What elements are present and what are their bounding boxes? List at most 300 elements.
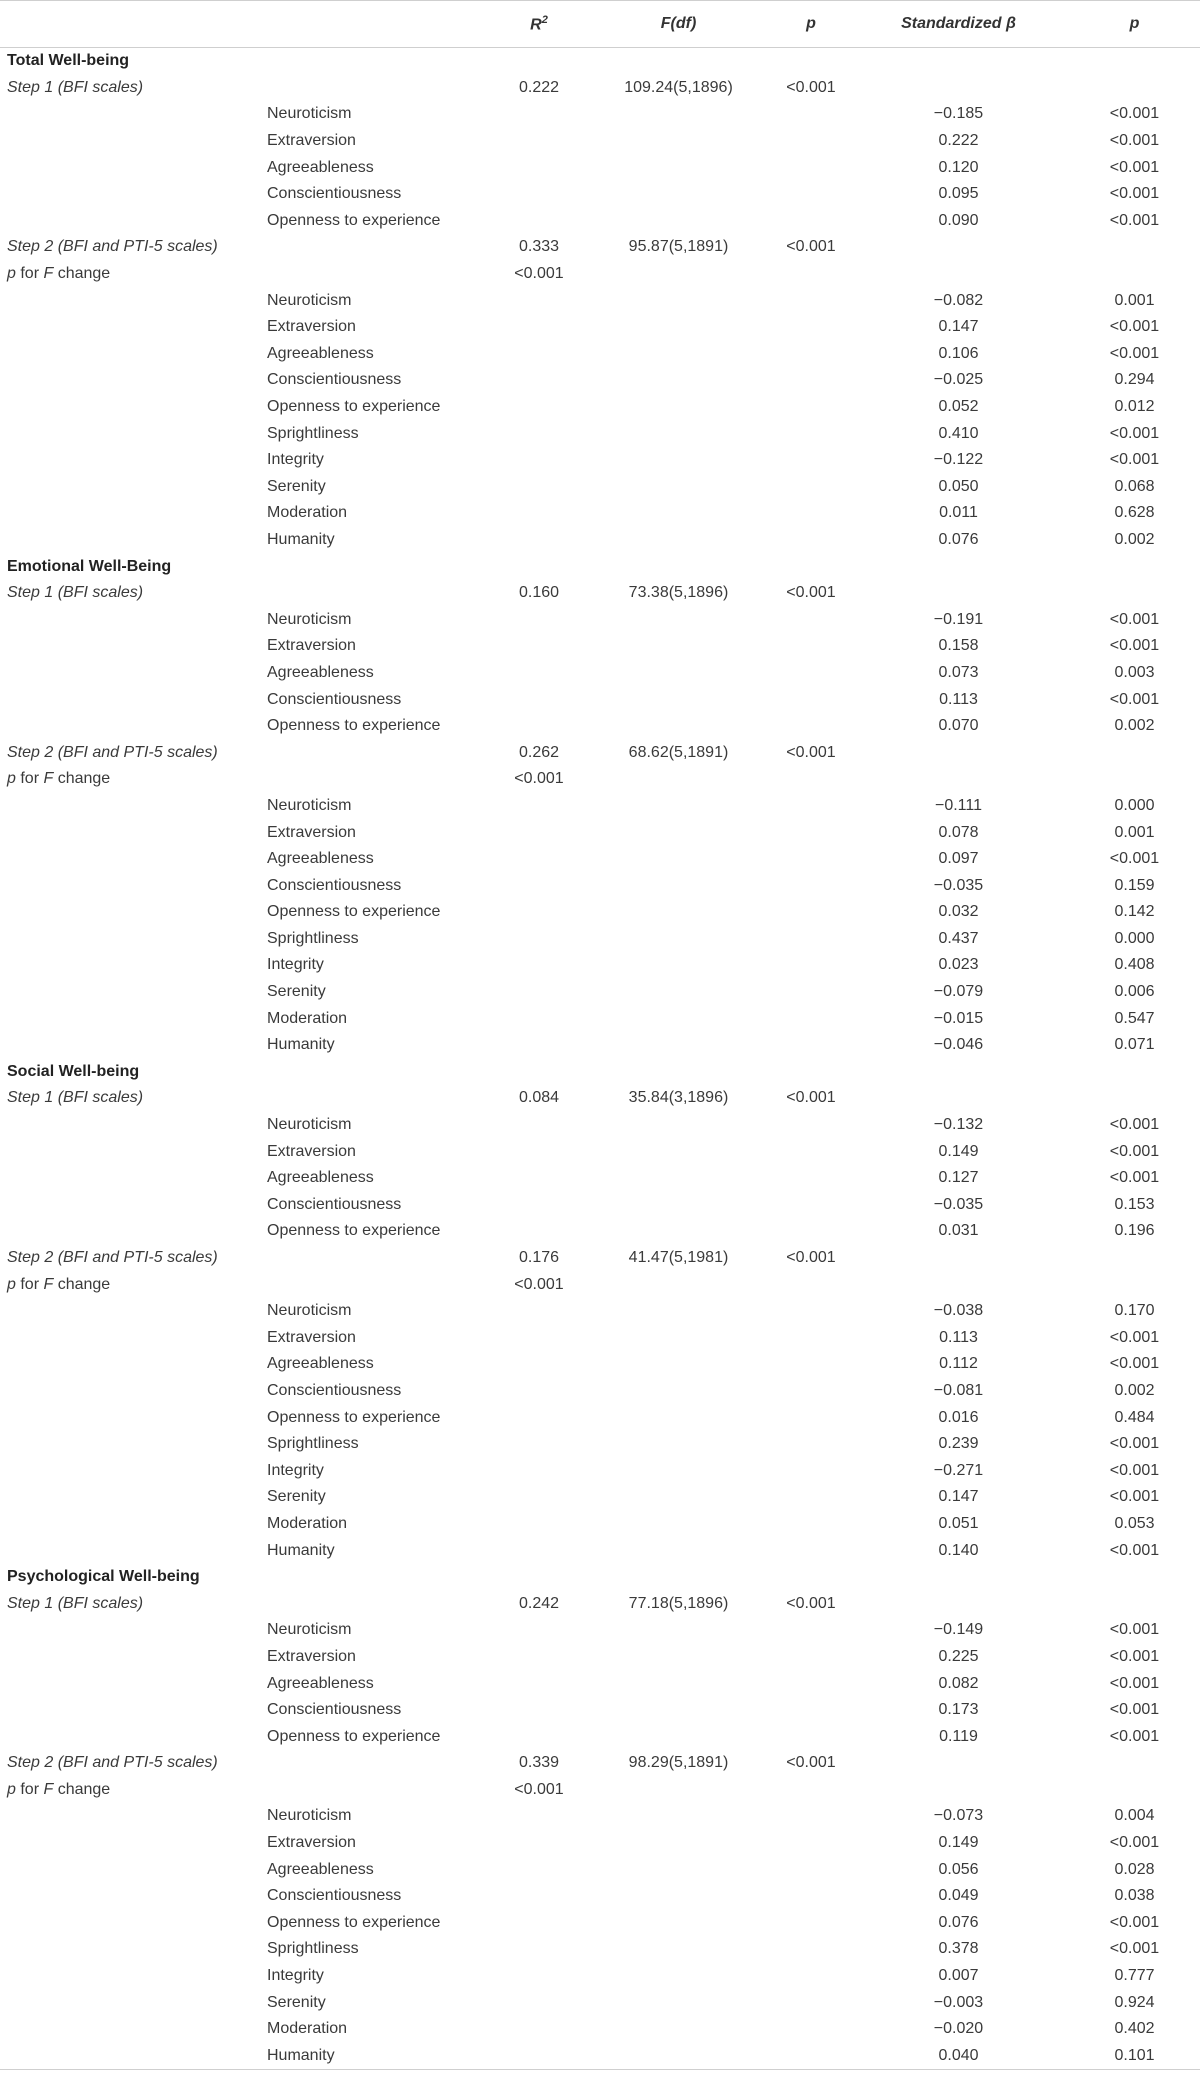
beta-value: 0.437 xyxy=(938,929,979,947)
predictor-name: Sprightliness xyxy=(267,1435,359,1453)
step-row xyxy=(0,1750,1200,1777)
header-empty-label xyxy=(0,1,267,48)
empty-cell xyxy=(848,75,1069,102)
p-value: <0.001 xyxy=(1109,1621,1160,1639)
empty-cell xyxy=(583,314,774,341)
predictor-row xyxy=(0,713,1200,740)
r-squared-value: 0.242 xyxy=(518,1594,560,1612)
empty-cell xyxy=(774,1138,848,1165)
predictor-name: Extraversion xyxy=(267,823,356,841)
beta-value: −0.081 xyxy=(933,1381,984,1399)
empty-cell xyxy=(583,527,774,554)
predictor-row xyxy=(0,420,1200,447)
empty-cell xyxy=(0,101,267,128)
beta-value: 0.106 xyxy=(938,344,979,362)
p-value: 0.777 xyxy=(1114,1967,1155,1985)
p-value: <0.001 xyxy=(1109,344,1160,362)
p-for-f-change-label xyxy=(0,766,267,793)
empty-cell xyxy=(479,1005,583,1032)
model-p-value: <0.001 xyxy=(786,1754,836,1772)
p-value: 0.002 xyxy=(1114,717,1155,735)
predictor-name: Extraversion xyxy=(267,637,356,655)
empty-cell xyxy=(479,872,583,899)
empty-cell xyxy=(583,1298,774,1325)
p-value: <0.001 xyxy=(1109,1435,1160,1453)
empty-cell xyxy=(774,128,848,155)
header-empty-predictor xyxy=(267,1,479,48)
empty-cell xyxy=(479,633,583,660)
empty-cell xyxy=(0,686,267,713)
p-value: <0.001 xyxy=(1109,1488,1160,1506)
step-row xyxy=(0,739,1200,766)
predictor-row xyxy=(0,208,1200,235)
beta-value: −0.082 xyxy=(933,291,984,309)
empty-cell xyxy=(774,341,848,368)
empty-cell xyxy=(583,899,774,926)
predictor-name: Conscientiousness xyxy=(267,1381,402,1399)
beta-value: 0.149 xyxy=(938,1142,979,1160)
empty-cell xyxy=(0,1138,267,1165)
r-squared-value: 0.262 xyxy=(518,743,560,761)
predictor-row xyxy=(0,474,1200,501)
predictor-row xyxy=(0,341,1200,368)
model-p-value: <0.001 xyxy=(786,584,836,602)
r-squared-value: 0.333 xyxy=(518,238,560,256)
empty-cell xyxy=(774,926,848,953)
predictor-name: Sprightliness xyxy=(267,929,359,947)
empty-cell xyxy=(583,1910,774,1937)
predictor-row xyxy=(0,1032,1200,1059)
empty-cell xyxy=(479,367,583,394)
empty-cell xyxy=(583,553,774,580)
empty-cell xyxy=(774,899,848,926)
empty-cell xyxy=(774,1564,848,1591)
header-standardized-beta: Standardized β xyxy=(848,1,1069,48)
empty-cell xyxy=(479,1325,583,1352)
step-label: Step 1 (BFI scales) xyxy=(7,1089,144,1107)
predictor-name: Moderation xyxy=(267,1514,348,1532)
step-row xyxy=(0,1590,1200,1617)
empty-cell xyxy=(0,1723,267,1750)
model-p-value: <0.001 xyxy=(786,78,836,96)
empty-cell xyxy=(583,1670,774,1697)
p-change-label-part: change xyxy=(53,770,111,788)
empty-cell xyxy=(479,793,583,820)
empty-cell xyxy=(1069,1777,1200,1804)
predictor-row xyxy=(0,1723,1200,1750)
empty-cell xyxy=(583,1005,774,1032)
step-row xyxy=(0,580,1200,607)
p-change-label-part: F xyxy=(43,265,54,283)
empty-cell xyxy=(774,846,848,873)
beta-value: 0.032 xyxy=(938,903,979,921)
p-change-value: <0.001 xyxy=(514,265,564,283)
empty-cell xyxy=(848,1590,1069,1617)
empty-cell xyxy=(583,926,774,953)
empty-cell xyxy=(479,952,583,979)
empty-cell xyxy=(774,1271,848,1298)
r-squared-value: 0.084 xyxy=(518,1089,560,1107)
p-value: <0.001 xyxy=(1109,105,1160,123)
beta-value: −0.185 xyxy=(933,105,984,123)
empty-cell xyxy=(583,1830,774,1857)
empty-cell xyxy=(1069,75,1200,102)
beta-value: −0.046 xyxy=(933,1036,984,1054)
p-change-label-part: change xyxy=(53,265,111,283)
p-value: 0.001 xyxy=(1114,291,1155,309)
predictor-name: Extraversion xyxy=(267,132,356,150)
empty-cell xyxy=(479,341,583,368)
empty-cell xyxy=(479,1617,583,1644)
empty-cell xyxy=(848,1245,1069,1272)
p-change-row xyxy=(0,766,1200,793)
empty-cell xyxy=(774,420,848,447)
empty-cell xyxy=(0,846,267,873)
predictor-row xyxy=(0,660,1200,687)
beta-value: −0.111 xyxy=(934,796,982,814)
empty-cell xyxy=(774,1192,848,1219)
empty-cell xyxy=(1069,766,1200,793)
predictor-row xyxy=(0,1457,1200,1484)
f-df-value: 41.47(5,1981) xyxy=(628,1249,729,1267)
beta-value: 0.113 xyxy=(939,1328,978,1346)
step-label: Step 1 (BFI scales) xyxy=(7,584,144,602)
empty-cell xyxy=(479,1511,583,1538)
empty-cell xyxy=(774,1005,848,1032)
empty-cell xyxy=(583,1192,774,1219)
p-value: 0.000 xyxy=(1114,929,1155,947)
empty-cell xyxy=(0,1192,267,1219)
empty-cell xyxy=(0,1989,267,2016)
predictor-name: Conscientiousness xyxy=(267,371,402,389)
empty-cell xyxy=(774,314,848,341)
predictor-name: Agreeableness xyxy=(267,1674,374,1692)
empty-cell xyxy=(774,1697,848,1724)
empty-cell xyxy=(0,1351,267,1378)
beta-value: 0.076 xyxy=(938,530,979,548)
p-change-label-part: change xyxy=(53,1275,111,1293)
beta-value: 0.173 xyxy=(938,1701,979,1719)
p-value: 0.002 xyxy=(1114,1381,1155,1399)
step-row xyxy=(0,1245,1200,1272)
empty-cell xyxy=(479,926,583,953)
p-value: <0.001 xyxy=(1109,185,1160,203)
empty-cell xyxy=(774,1803,848,1830)
empty-cell xyxy=(774,872,848,899)
step-label: Step 2 (BFI and PTI-5 scales) xyxy=(7,1249,218,1267)
empty-cell xyxy=(583,1378,774,1405)
empty-cell xyxy=(774,660,848,687)
p-value: 0.547 xyxy=(1114,1009,1155,1027)
empty-cell xyxy=(0,1325,267,1352)
section-title-row xyxy=(0,553,1200,580)
empty-cell xyxy=(0,952,267,979)
predictor-row xyxy=(0,1670,1200,1697)
predictor-name: Serenity xyxy=(267,1488,326,1506)
empty-cell xyxy=(774,527,848,554)
p-value: 0.068 xyxy=(1114,477,1155,495)
beta-value: 0.076 xyxy=(938,1913,979,1931)
p-value: <0.001 xyxy=(1109,1674,1160,1692)
empty-cell xyxy=(774,1351,848,1378)
beta-value: 0.113 xyxy=(939,690,978,708)
p-value: <0.001 xyxy=(1109,1169,1160,1187)
p-change-label-part: for xyxy=(15,265,44,283)
empty-cell xyxy=(479,553,583,580)
empty-cell xyxy=(774,1830,848,1857)
empty-cell xyxy=(583,1325,774,1352)
empty-cell xyxy=(1069,1271,1200,1298)
empty-cell xyxy=(479,420,583,447)
empty-cell xyxy=(0,394,267,421)
empty-cell xyxy=(774,1910,848,1937)
predictor-name: Openness to experience xyxy=(267,398,441,416)
empty-cell xyxy=(774,1963,848,1990)
beta-value: 0.147 xyxy=(938,1488,979,1506)
empty-cell xyxy=(774,394,848,421)
p-value: <0.001 xyxy=(1109,318,1160,336)
p-for-f-change-label xyxy=(0,1271,267,1298)
empty-cell xyxy=(774,1856,848,1883)
p-value: <0.001 xyxy=(1109,1834,1160,1852)
empty-cell xyxy=(0,633,267,660)
section-title: Psychological Well-being xyxy=(7,1568,200,1586)
empty-cell xyxy=(479,1670,583,1697)
predictor-name: Conscientiousness xyxy=(267,185,402,203)
empty-cell xyxy=(774,1218,848,1245)
empty-cell xyxy=(774,1670,848,1697)
beta-value: 0.073 xyxy=(938,663,979,681)
beta-value: −0.149 xyxy=(933,1621,984,1639)
empty-cell xyxy=(479,1165,583,1192)
p-value: <0.001 xyxy=(1109,1328,1160,1346)
empty-cell xyxy=(583,1351,774,1378)
section-title: Emotional Well-Being xyxy=(7,557,172,575)
empty-cell xyxy=(583,367,774,394)
predictor-row xyxy=(0,1803,1200,1830)
beta-value: −0.079 xyxy=(933,983,984,1001)
predictor-name: Openness to experience xyxy=(267,1408,441,1426)
p-change-label-part: p xyxy=(7,1780,16,1798)
empty-cell xyxy=(0,926,267,953)
empty-cell xyxy=(583,1484,774,1511)
predictor-name: Serenity xyxy=(267,477,326,495)
empty-cell xyxy=(479,1644,583,1671)
empty-cell xyxy=(774,367,848,394)
p-value: 0.028 xyxy=(1114,1860,1155,1878)
empty-cell xyxy=(583,128,774,155)
p-value: 0.628 xyxy=(1114,504,1155,522)
p-for-f-change-label xyxy=(0,261,267,288)
predictor-name: Integrity xyxy=(267,956,324,974)
step-label: Step 2 (BFI and PTI-5 scales) xyxy=(7,238,218,256)
empty-cell xyxy=(0,1856,267,1883)
empty-cell xyxy=(774,1883,848,1910)
predictor-name: Openness to experience xyxy=(267,211,441,229)
p-value: 0.002 xyxy=(1114,530,1155,548)
predictor-name: Extraversion xyxy=(267,1328,356,1346)
p-change-label-part: for xyxy=(15,1780,44,1798)
header-f-df: F(df) xyxy=(583,1,774,48)
empty-cell xyxy=(583,1803,774,1830)
p-change-label-part: change xyxy=(53,1780,111,1798)
predictor-row xyxy=(0,1112,1200,1139)
empty-cell xyxy=(0,1670,267,1697)
step-label: Step 1 (BFI scales) xyxy=(7,78,144,96)
predictor-name: Conscientiousness xyxy=(267,1701,402,1719)
empty-cell xyxy=(1069,580,1200,607)
header-r-squared: $R^2$ xyxy=(479,1,583,48)
empty-cell xyxy=(0,1537,267,1564)
predictor-row xyxy=(0,447,1200,474)
empty-cell xyxy=(479,1856,583,1883)
p-value: <0.001 xyxy=(1109,451,1160,469)
empty-cell xyxy=(848,766,1069,793)
empty-cell xyxy=(774,1511,848,1538)
empty-cell xyxy=(774,154,848,181)
empty-cell xyxy=(0,287,267,314)
empty-cell xyxy=(0,420,267,447)
empty-cell xyxy=(848,48,1069,75)
empty-cell xyxy=(479,1192,583,1219)
model-p-value: <0.001 xyxy=(786,238,836,256)
beta-value: −0.015 xyxy=(933,1009,984,1027)
beta-value: 0.051 xyxy=(938,1514,979,1532)
predictor-row xyxy=(0,1936,1200,1963)
empty-cell xyxy=(583,872,774,899)
empty-cell xyxy=(583,1138,774,1165)
p-value: <0.001 xyxy=(1109,1116,1160,1134)
p-value: <0.001 xyxy=(1109,1647,1160,1665)
empty-cell xyxy=(479,606,583,633)
predictor-name: Neuroticism xyxy=(267,291,352,309)
empty-cell xyxy=(774,1112,848,1139)
p-value: 0.053 xyxy=(1114,1514,1155,1532)
p-change-row xyxy=(0,261,1200,288)
beta-value: 0.016 xyxy=(938,1408,979,1426)
step-label: Step 2 (BFI and PTI-5 scales) xyxy=(7,743,218,761)
p-value: <0.001 xyxy=(1109,1541,1160,1559)
empty-cell xyxy=(583,1431,774,1458)
predictor-row xyxy=(0,1431,1200,1458)
empty-cell xyxy=(479,1404,583,1431)
empty-cell xyxy=(267,1590,479,1617)
predictor-row xyxy=(0,686,1200,713)
empty-cell xyxy=(774,261,848,288)
p-value: 0.071 xyxy=(1114,1036,1155,1054)
predictor-name: Humanity xyxy=(267,1541,335,1559)
empty-cell xyxy=(583,1617,774,1644)
beta-value: −0.025 xyxy=(933,371,984,389)
empty-cell xyxy=(583,686,774,713)
empty-cell xyxy=(479,1484,583,1511)
p-value: 0.159 xyxy=(1114,876,1155,894)
predictor-row xyxy=(0,819,1200,846)
empty-cell xyxy=(0,1032,267,1059)
predictor-name: Neuroticism xyxy=(267,1116,352,1134)
beta-value: 0.158 xyxy=(938,637,979,655)
p-change-label-part: for xyxy=(15,1275,44,1293)
predictor-name: Moderation xyxy=(267,1009,348,1027)
predictor-row xyxy=(0,1138,1200,1165)
empty-cell xyxy=(774,713,848,740)
empty-cell xyxy=(774,1059,848,1086)
predictor-row xyxy=(0,1165,1200,1192)
empty-cell xyxy=(267,1750,479,1777)
empty-cell xyxy=(583,1564,774,1591)
empty-cell xyxy=(479,1059,583,1086)
predictor-row xyxy=(0,1218,1200,1245)
empty-cell xyxy=(583,1032,774,1059)
empty-cell xyxy=(479,819,583,846)
empty-cell xyxy=(0,208,267,235)
empty-cell xyxy=(0,447,267,474)
empty-cell xyxy=(267,261,479,288)
predictor-name: Agreeableness xyxy=(267,344,374,362)
empty-cell xyxy=(267,75,479,102)
f-df-value: 68.62(5,1891) xyxy=(628,743,729,761)
predictor-name: Integrity xyxy=(267,1461,324,1479)
empty-cell xyxy=(774,952,848,979)
predictor-row xyxy=(0,128,1200,155)
predictor-name: Humanity xyxy=(267,2043,479,2070)
p-value: <0.001 xyxy=(1109,690,1160,708)
beta-value: 0.007 xyxy=(938,1967,979,1985)
p-value: 0.294 xyxy=(1114,371,1155,389)
empty-cell xyxy=(583,1165,774,1192)
predictor-row xyxy=(0,1325,1200,1352)
beta-value: 0.040 xyxy=(848,2043,1069,2070)
predictor-row xyxy=(0,1484,1200,1511)
empty-cell xyxy=(479,154,583,181)
empty-cell xyxy=(1069,1059,1200,1086)
empty-cell xyxy=(479,474,583,501)
beta-value: 0.127 xyxy=(938,1169,979,1187)
p-value: <0.001 xyxy=(1109,850,1160,868)
empty-cell xyxy=(583,979,774,1006)
empty-cell xyxy=(479,1936,583,1963)
predictor-name: Sprightliness xyxy=(267,1940,359,1958)
empty-cell xyxy=(583,952,774,979)
p-change-label-part: F xyxy=(43,1780,54,1798)
empty-cell xyxy=(0,2016,267,2043)
empty-cell xyxy=(583,1644,774,1671)
r-squared-value: 0.176 xyxy=(518,1249,560,1267)
p-value: <0.001 xyxy=(1109,1701,1160,1719)
empty-cell xyxy=(583,261,774,288)
step-row xyxy=(0,234,1200,261)
empty-cell xyxy=(583,1883,774,1910)
empty-cell xyxy=(0,606,267,633)
empty-cell xyxy=(267,48,479,75)
beta-value: −0.035 xyxy=(933,1195,984,1213)
f-df-value: 35.84(3,1896) xyxy=(628,1089,729,1107)
empty-cell xyxy=(774,686,848,713)
predictor-row xyxy=(0,793,1200,820)
predictor-row xyxy=(0,1617,1200,1644)
empty-cell xyxy=(267,1777,479,1804)
beta-value: −0.191 xyxy=(933,610,984,628)
empty-cell xyxy=(774,1723,848,1750)
beta-value: 0.023 xyxy=(938,956,979,974)
predictor-name: Humanity xyxy=(267,530,335,548)
predictor-name: Extraversion xyxy=(267,1834,356,1852)
r-squared-value: 0.222 xyxy=(518,78,560,96)
empty-cell xyxy=(0,1910,267,1937)
empty-cell xyxy=(583,48,774,75)
predictor-name: Agreeableness xyxy=(267,850,374,868)
predictor-row xyxy=(0,979,1200,1006)
